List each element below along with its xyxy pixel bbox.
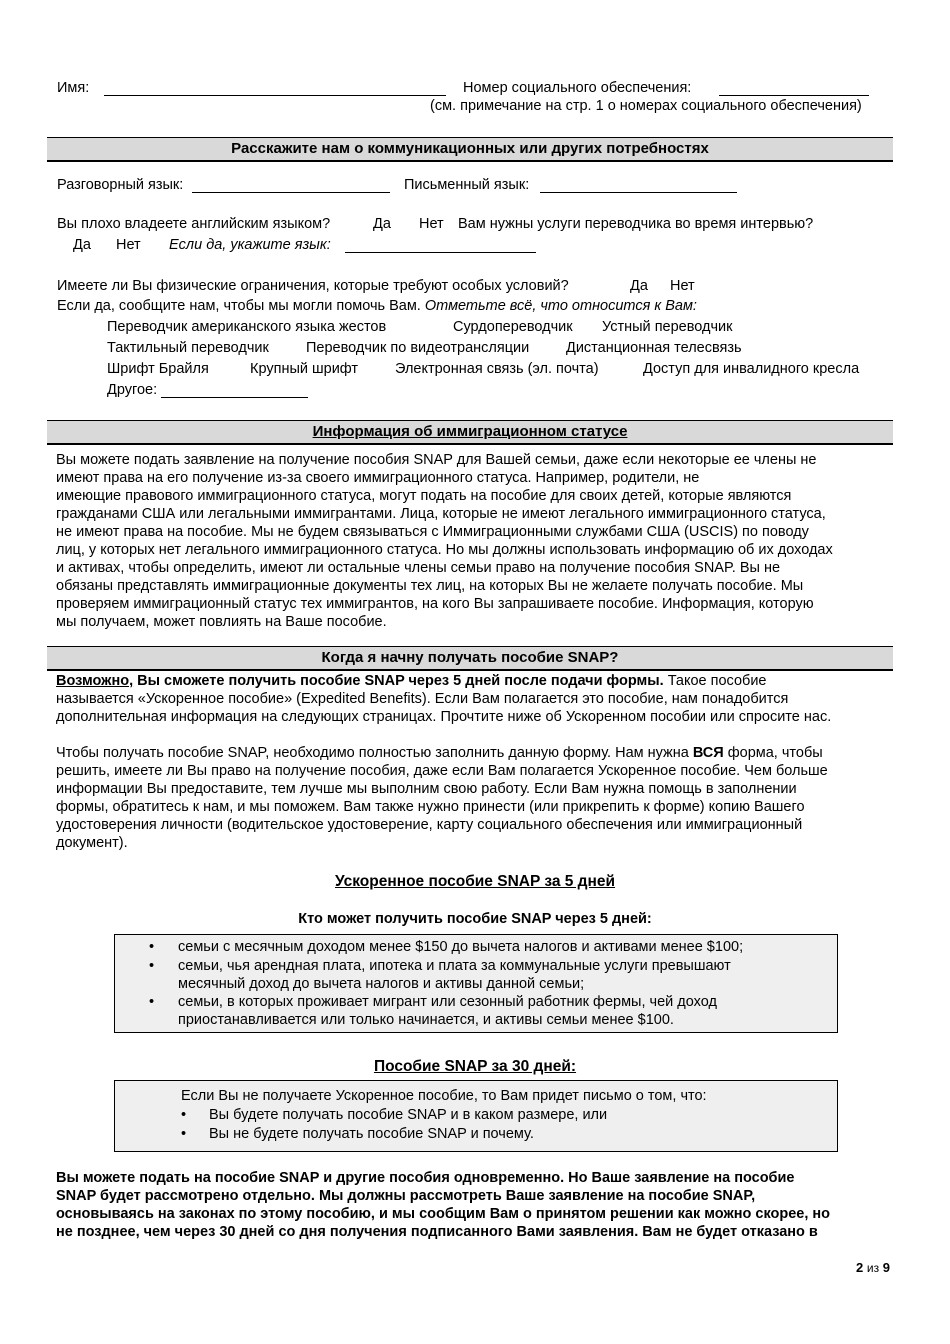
thirty-day-box <box>114 1080 838 1152</box>
option-wheelchair[interactable]: Доступ для инвалидного кресла <box>643 361 860 377</box>
p2-start: Чтобы получать пособие SNAP, необходимо полностью заполнить данную форму. Нам нужна <box>56 745 693 761</box>
option-large-print[interactable]: Крупный шрифт <box>250 361 359 377</box>
when-line: дополнительная информация на следующих страницах. Прочтите ниже об Ускоренном пособии или спросите нас. <box>56 709 832 725</box>
english-question: Вы плохо владеете английским языком? <box>57 216 331 232</box>
bullet-icon: • <box>149 994 155 1010</box>
immig-line: мы получаем, может повлиять на Ваше пособие. <box>56 614 387 630</box>
immig-line: не имеют права на пособие. Мы не будем связываться с Иммиграционными службами США (USCIS) по поводу <box>56 524 809 540</box>
option-remote-telecom[interactable]: Дистанционная телесвязь <box>566 340 742 356</box>
immigration-paragraph <box>56 451 896 631</box>
physical-no-option[interactable]: Нет <box>670 278 695 294</box>
when-paragraph-2 <box>56 744 896 852</box>
final-line: Вы можете подать на пособие SNAP и другие пособия одновременно. Но Ваше заявление на пособие <box>56 1170 795 1186</box>
option-sign-interpreter[interactable]: Сурдопереводчик <box>453 319 573 335</box>
expedited-bullet-2a: семьи, чья арендная плата, ипотека и плата за коммунальные услуги превышают <box>178 958 731 974</box>
option-other-label: Другое: <box>107 382 158 398</box>
immig-line: лиц, у которых нет легального иммиграционного статуса. Но мы должны использовать информацию об их доходах <box>56 542 833 558</box>
english-no-option[interactable]: Нет <box>419 216 444 232</box>
interpreter-language-label: Если да, укажите язык: <box>169 237 331 253</box>
option-tactile-interpreter[interactable]: Тактильный переводчик <box>107 340 269 356</box>
expedited-bullet-3b: приостанавливается или только начинается, и активы семьи менее $100. <box>178 1012 674 1028</box>
p2-end: форма, чтобы <box>723 745 823 761</box>
interpreter-yes-option[interactable]: Да <box>73 237 91 253</box>
ssn-label: Номер социального обеспечения: <box>463 80 692 96</box>
name-label: Имя: <box>57 80 90 96</box>
option-oral-interpreter[interactable]: Устный переводчик <box>602 319 733 335</box>
interpreter-question: Вам нужны услуги переводчика во время интервью? <box>458 216 814 232</box>
interpreter-no-option[interactable]: Нет <box>116 237 141 253</box>
immig-line: имеют права на его получение из-за своего иммиграционного статуса. Например, родители, не <box>56 470 700 486</box>
page-total: 9 <box>882 1260 890 1275</box>
possibly-word: Возможно, <box>56 673 134 689</box>
ssn-note: (см. примечание на стр. 1 о номерах социального обеспечения) <box>430 98 862 114</box>
when-line: удостоверения личности (водительское удостоверение, карту социального обеспечения или иммиграционный <box>56 817 803 833</box>
such-benefit: Такое пособие <box>663 673 767 689</box>
final-line: не позднее, чем через 30 дней со дня получения подписанного Вами заявления. Вам не будет отказано в <box>56 1224 818 1240</box>
when-paragraph-1 <box>56 672 896 726</box>
name-field[interactable] <box>104 83 446 96</box>
immig-line: обязаны представлять иммиграционные документы тех лиц, на которых Вы не желаете получать пособие. Мы <box>56 578 804 594</box>
option-email[interactable]: Электронная связь (эл. почта) <box>395 361 599 377</box>
english-yes-option[interactable]: Да <box>373 216 391 232</box>
final-paragraph <box>56 1169 896 1241</box>
thirty-day-bullet-1: Вы будете получать пособие SNAP и в каком размере, или <box>209 1107 608 1123</box>
written-language-label: Письменный язык: <box>404 177 530 193</box>
immigration-section-title: Информация об иммиграционном статусе <box>47 420 893 445</box>
spoken-language-label: Разговорный язык: <box>57 177 184 193</box>
expedited-bullet-2b: месячный доход до вычета налогов и активы данной семьи; <box>178 976 585 992</box>
expedited-box <box>114 934 838 1033</box>
expedited-bullet-3a: семьи, в которых проживает мигрант или сезонный работник фермы, чей доход <box>178 994 717 1010</box>
when-line: документ). <box>56 835 128 851</box>
bullet-icon: • <box>149 939 155 955</box>
when-line: решить, имеете ли Вы право на получение пособия, даже если Вам полагается Ускоренное пособие. Чем больше <box>56 763 828 779</box>
page-of: из <box>866 1261 880 1275</box>
immig-line: Вы можете подать заявление на получение пособия SNAP для Вашей семьи, даже если некоторые ее члены не <box>56 452 817 468</box>
when-section-title: Когда я начну получать пособие SNAP? <box>47 646 893 671</box>
five-days-statement: Вы сможете получить пособие SNAP через 5 дней после подачи формы. <box>133 673 664 689</box>
option-video-interpreter[interactable]: Переводчик по видеотрансляции <box>306 340 530 356</box>
interpreter-language-field[interactable] <box>345 240 536 253</box>
page-number <box>856 1260 890 1275</box>
when-line: называется «Ускоренное пособие» (Expedited Benefits). Если Вам полагается это пособие, нам понадобится <box>56 691 789 707</box>
mark-all-instruction: Отметьте всё, что относится к Вам: <box>424 298 697 314</box>
option-other-field[interactable] <box>161 385 308 398</box>
let-us-know: Если да, сообщите нам, чтобы мы могли помочь Вам. <box>57 298 421 314</box>
option-braille[interactable]: Шрифт Брайля <box>107 361 209 377</box>
expedited-subtitle: Кто может получить пособие SNAP через 5 дней: <box>298 911 652 927</box>
bullet-icon: • <box>181 1107 187 1123</box>
thirty-day-bullet-2: Вы не будете получать пособие SNAP и почему. <box>209 1126 534 1142</box>
comm-section-title: Расскажите нам о коммуникационных или других потребностях <box>47 137 893 162</box>
when-line: формы, обратитесь к нам, и мы поможем. Вам также нужно принести (или прикрепить к форме) копию Вашего <box>56 799 805 815</box>
expedited-title: Ускоренное пособие SNAP за 5 дней <box>334 873 616 890</box>
immig-line: проверяем иммиграционный статус тех иммигрантов, на кого Вы запрашиваете пособие. Информация, которую <box>56 596 814 612</box>
final-line: SNAP будет рассмотрено отдельно. Мы должны рассмотреть Ваше заявление на пособие SNAP, <box>56 1188 756 1204</box>
thirty-day-title: Пособие SNAP за 30 дней: <box>373 1058 577 1075</box>
written-language-field[interactable] <box>540 180 737 193</box>
thirty-day-intro: Если Вы не получаете Ускоренное пособие, то Вам придет письмо о том, что: <box>181 1088 707 1104</box>
immig-line: имеющие правового иммиграционного статуса, могут подать на пособие для своих детей, которые являются <box>56 488 792 504</box>
immig-line: гражданами США или легальными иммигрантами. Лица, которые не имеют легального иммиграционного статуса, <box>56 506 826 522</box>
all-word: ВСЯ <box>692 745 724 761</box>
let-us-know-text <box>57 298 697 314</box>
ssn-field[interactable] <box>719 83 869 96</box>
spoken-language-field[interactable] <box>192 180 390 193</box>
bullet-icon: • <box>181 1126 187 1142</box>
page-current: 2 <box>856 1260 864 1275</box>
expedited-bullet-1: семьи с месячным доходом менее $150 до вычета налогов и активами менее $100; <box>178 939 744 955</box>
when-line: информации Вы предоставите, тем лучше мы выполним свою работу. Если Вам нужна помощь в заполнении <box>56 781 797 797</box>
option-asl-interpreter[interactable]: Переводчик американского языка жестов <box>107 319 387 335</box>
bullet-icon: • <box>149 958 155 974</box>
physical-question: Имеете ли Вы физические ограничения, которые требуют особых условий? <box>57 278 569 294</box>
immig-line: и активах, чтобы определить, имеют ли остальные члены семьи право на получение пособия SNAP. Вы не <box>56 560 781 576</box>
physical-yes-option[interactable]: Да <box>630 278 648 294</box>
final-line: основываясь на законах по этому пособию, и мы сообщим Вам о принятом решении как можно скорее, но <box>56 1206 831 1222</box>
